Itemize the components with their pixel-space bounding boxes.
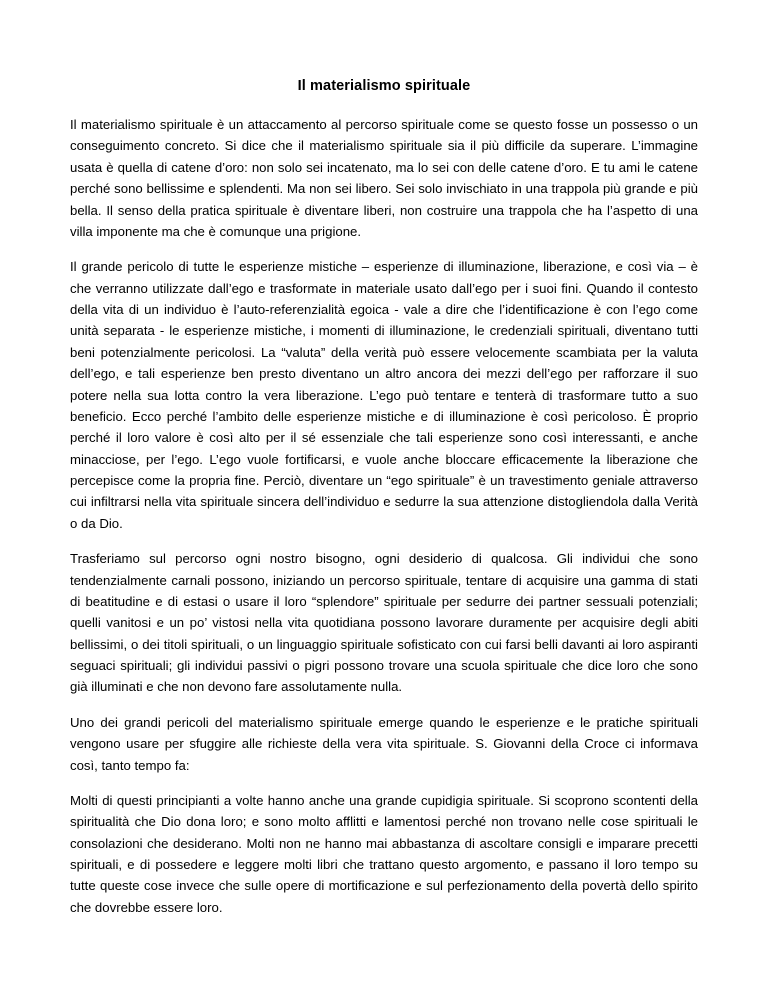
paragraph-4: Uno dei grandi pericoli del materialismo spirituale emerge quando le esperienze e le pratiche spirituali vengono usare per sfuggire alle richieste della vera vita spirituale. S. Giovanni della Croce ci informava così, tanto tempo fa: [70,714,698,773]
paragraph-1: Il materialismo spirituale è un attaccamento al percorso spirituale come se questo fosse un possesso o un conseguimento concreto. Si dice che il materialismo spirituale sia il più difficile da superare. L’immagine usata è quella di catene d’oro: non solo sei incatenato, ma lo sei con delle catene d’oro. E tu ami le catene perché sono bellissime e splendenti. Ma non sei libero. Sei solo invischiato in una trappola più grande e più bella. Il senso della pratica spirituale è diventare liberi, non costruire una trappola che ha l’aspetto di una villa imponente ma che è comunque una prigione. [70,117,698,239]
paragraph-5-quote: Molti di questi principianti a volte hanno anche una grande cupidigia spirituale. Si scoprono scontenti della spiritualità che Dio dona loro; e sono molto afflitti e lamentosi perché non trovano nelle cose spirituali le consolazioni che desiderano. Molti non ne hanno mai abbastanza di ascoltare consigli e imparare precetti spirituali, e di possedere e leggere molti libri che trattano questo argomento, e passano il loro tempo su tutte queste cose invece che sulle opere di mortificazione e sul perfezionamento della povertà dello spirito che dovrebbe essere loro. [70,792,698,915]
paragraph-3: Trasferiamo sul percorso ogni nostro bisogno, ogni desiderio di qualcosa. Gli individui che sono tendenzialmente carnali possono, iniziando un percorso spirituale, tentare di acquisire una gamma di stati di beatitudine e di estasi o usare il loro “splendore” spirituale per sedurre dei partner sessuali potenziali; quelli vanitosi e un po’ vistosi nella vita quotidiana possono lavorare duramente per acquisire degli abiti bellissimi, o dei titoli spirituali, o un linguaggio spirituale sofisticato con cui farsi belli davanti ai loro aspiranti seguaci spirituali; gli individui passivi o pigri possono trovare una scuola spirituale che dice loro che sono già illuminati e che non devono fare assolutamente nulla. [70,551,698,695]
page-title: Il materialismo spirituale [297,78,471,94]
paragraph-2: Il grande pericolo di tutte le esperienze mistiche – esperienze di illuminazione, liberazione, e così via – è che verranno utilizzate dall’ego e trasformate in materiale usato dall’ego per i suoi fini. Quando il contesto della vita di un individuo è l’auto-referenzialità egoica - vale a dire che l’identificazione è con l’ego come unità separata - le esperienze mistiche, i momenti di illuminazione, le credenziali spirituali, diventano tutti beni potenzialmente pericolosi. La “valuta” della verità può essere velocemente scambiata per la valuta dell’ego, e tali esperienze ben presto diventano un altro ancora dei mezzi dell’ego per rafforzare il suo potere nella sua lotta contro la vera liberazione. L’ego può tentare e tenterà di trasformare tutto a suo beneficio. Ecco perché l’ambito delle esperienze mistiche e di illuminazione è così pericoloso. È proprio perché il loro valore è così alto per il sé essenziale che tali esperienze sono così interessanti, e anche minacciose, per l’ego. L’ego vuole fortificarsi, e vuole anche bloccare efficacemente la liberazione che percepisce come la propria fine. Perciò, diventare un “ego spirituale” è un travestimento geniale attraverso cui infiltrarsi nella vita spirituale sincera dell’individuo e sedurre la sua attenzione distogliendola dalla Verità o da Dio. [70,259,698,531]
